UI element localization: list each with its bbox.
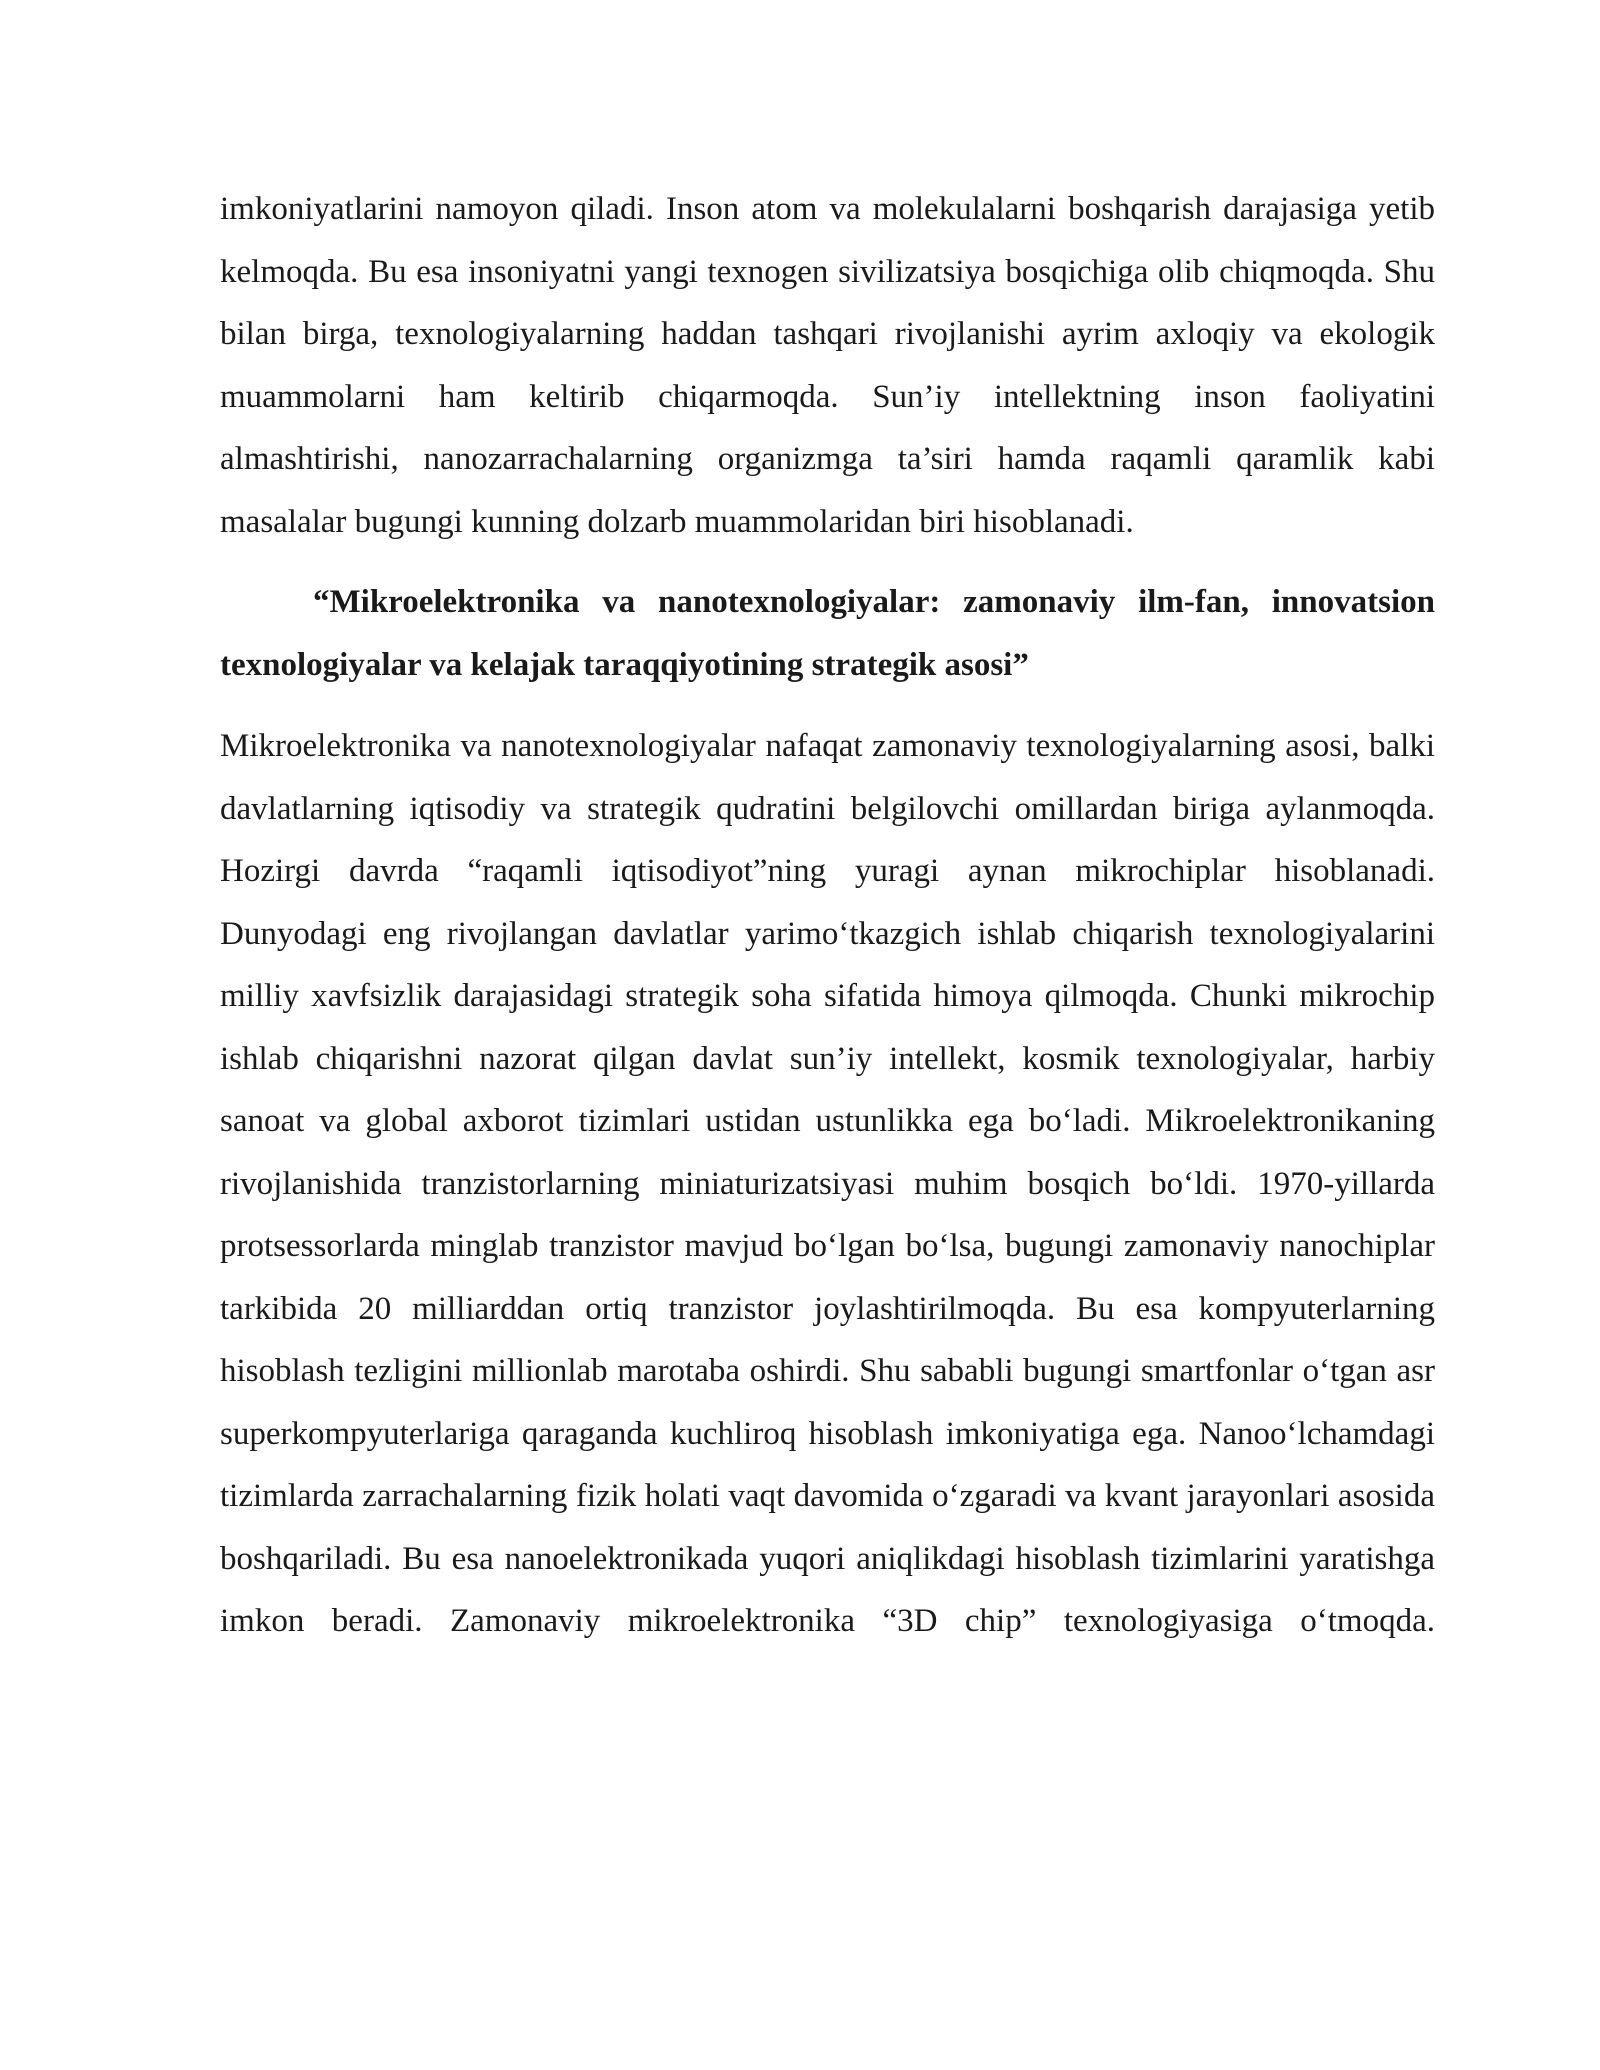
document-page bbox=[220, 178, 1435, 1653]
section-heading: “Mikroelektronika va nanotexnologiyalar: zamonaviy ilm-fan, innovatsion texnologiyalar va kelajak taraqqiyotining strategik asosi” bbox=[220, 584, 1435, 683]
body-paragraph: Mikroelektronika va nanotexnologiyalar nafaqat zamonaviy texnologiyalarning asosi, balki davlatlarning iqtisodiy va strategik qudratini belgilovchi omillardan biriga aylanmoqda. Hozirgi davrda “raqamli iqtisodiyot”ning yuragi aynan mikrochiplar hisoblanadi. Dunyodagi eng rivojlangan davlatlar yarimo‘tkazgich ishlab chiqarish texnologiyalarini milliy xavfsizlik darajasidagi strategik soha sifatida himoya qilmoqda. Chunki mikrochip ishlab chiqarishni nazorat qilgan davlat sun’iy intellekt, kosmik texnologiyalar, harbiy sanoat va global axborot tizimlari ustidan ustunlikka ega bo‘ladi. Mikroelektronikaning rivojlanishida tranzistorlarning miniaturizatsiyasi muhim bosqich bo‘ldi. 1970-yillarda protsessorlarda minglab tranzistor mavjud bo‘lgan bo‘lsa, bugungi zamonaviy nanochiplar tarkibida 20 milliarddan ortiq tranzistor joylashtirilmoqda. Bu esa kompyuterlarning hisoblash tezligini millionlab marotaba oshirdi. Shu sababli bugungi smartfonlar o‘tgan asr superkompyuterlariga qaraganda kuchliroq hisoblash imkoniyatiga ega. Nanoo‘lchamdagi tizimlarda zarrachalarning fizik holati vaqt davomida o‘zgaradi va kvant jarayonlari asosida boshqariladi. Bu esa nanoelektronikada yuqori aniqlikdagi hisoblash tizimlarini yaratishga imkon beradi. Zamonaviy mikroelektronika “3D chip” texnologiyasiga o‘tmoqda. bbox=[220, 728, 1435, 1639]
intro-paragraph: imkoniyatlarini namoyon qiladi. Inson atom va molekulalarni boshqarish darajasiga yetib kelmoqda. Bu esa insoniyatni yangi texnogen sivilizatsiya bosqichiga olib chiqmoqda. Shu bilan birga, texnologiyalarning haddan tashqari rivojlanishi ayrim axloqiy va ekologik muammolarni ham keltirib chiqarmoqda. Sun’iy intellektning inson faoliyatini almashtirishi, nanozarrachalarning organizmga ta’siri hamda raqamli qaramlik kabi masalalar bugungi kunning dolzarb muammolaridan biri hisoblanadi. bbox=[220, 191, 1435, 540]
